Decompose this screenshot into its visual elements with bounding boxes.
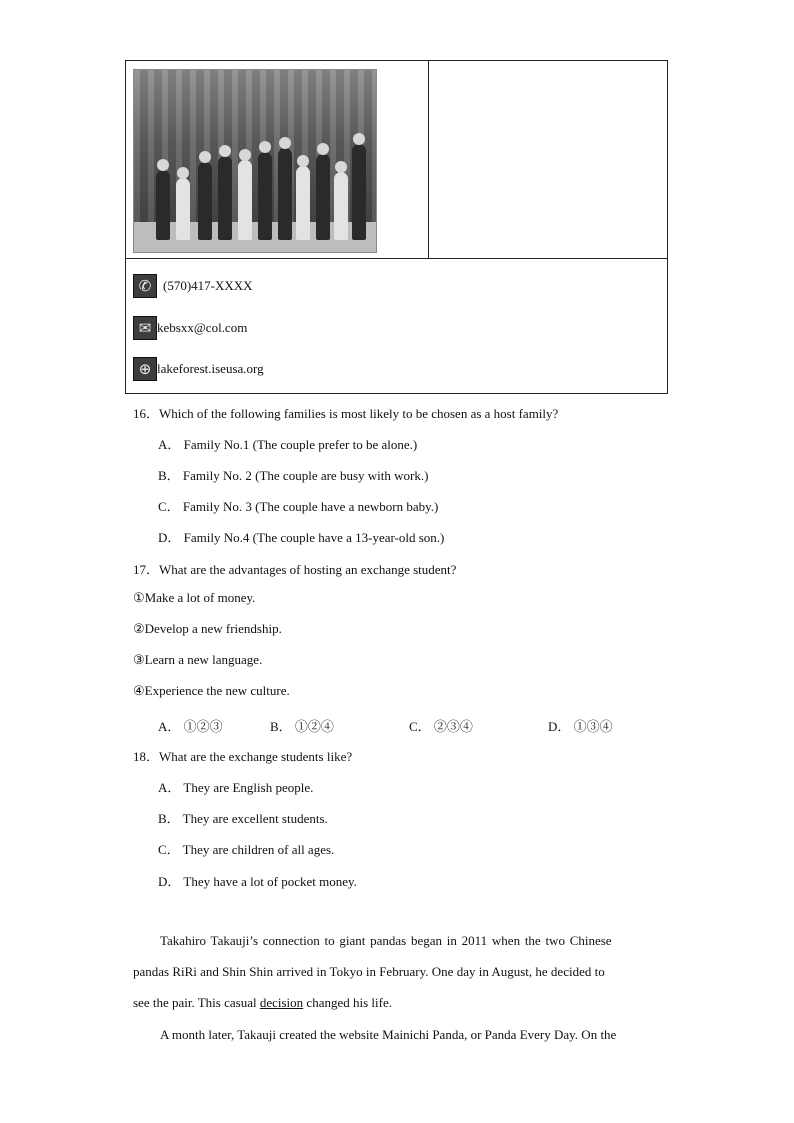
question-16-stem: 16．Which of the following families is most likely to be chosen as a host family?	[133, 406, 559, 421]
question-17-option-a: A． ①②③	[158, 719, 223, 734]
question-18-option-d: D． They have a lot of pocket money.	[158, 874, 357, 889]
passage-text: see the pair. This casual	[133, 995, 260, 1010]
question-16-option-d: D． Family No.4 (The couple have a 13-year-old son.)	[158, 530, 445, 545]
phone-icon: ✆	[133, 274, 157, 298]
contact-phone: (570)417-XXXX	[163, 278, 253, 293]
passage-paragraph-2-line-1: A month later, Takauji created the website Mainichi Panda, or Panda Every Day. On the	[160, 1027, 617, 1042]
photo-figure	[156, 170, 170, 240]
photo-figure	[218, 156, 232, 240]
question-18-option-a: A． They are English people.	[158, 780, 314, 795]
passage-paragraph-1-line-3	[133, 995, 392, 1011]
photo-figure	[198, 162, 212, 240]
photo-figure	[334, 172, 348, 240]
family-group-photo	[133, 69, 377, 253]
question-17-option-b: B． ①②④	[270, 719, 334, 734]
flyer-contact-section	[126, 259, 667, 395]
photo-figure	[316, 154, 330, 240]
email-icon: ✉	[133, 316, 157, 340]
question-17-statement-1: ①Make a lot of money.	[133, 590, 256, 605]
question-17-statement-3: ③Learn a new language.	[133, 652, 263, 667]
question-18-stem: 18．What are the exchange students like?	[133, 749, 353, 764]
photo-figure	[176, 178, 190, 240]
question-17-statement-4: ④Experience the new culture.	[133, 683, 290, 698]
passage-paragraph-1-line-2: pandas RiRi and Shin Shin arrived in Tokyo in February. One day in August, he decided to	[133, 964, 605, 979]
photo-figure	[352, 144, 366, 240]
contact-email-row	[133, 315, 247, 341]
photo-figure	[278, 148, 292, 240]
passage-text: changed his life.	[303, 995, 392, 1010]
question-18-option-b: B． They are excellent students.	[158, 811, 328, 826]
passage-paragraph-1-line-1: Takahiro Takauji’s connection to giant pandas began in 2011 when the two Chinese	[160, 933, 612, 948]
photo-figure	[258, 152, 272, 240]
question-16-option-a: A． Family No.1 (The couple prefer to be alone.)	[158, 437, 418, 452]
question-17-stem: 17．What are the advantages of hosting an exchange student?	[133, 562, 457, 577]
host-family-flyer	[125, 60, 668, 394]
question-17-statement-2: ②Develop a new friendship.	[133, 621, 282, 636]
photo-figure	[296, 166, 310, 240]
contact-website-row	[133, 356, 264, 382]
contact-phone-row	[133, 273, 253, 299]
question-17-option-d: D． ①③④	[548, 719, 613, 734]
flyer-top-row	[126, 61, 667, 259]
photo-figure	[238, 160, 252, 240]
question-16-option-b: B． Family No. 2 (The couple are busy with work.)	[158, 468, 429, 483]
contact-website: lakeforest.iseusa.org	[157, 361, 264, 376]
question-16-option-c: C． Family No. 3 (The couple have a newborn baby.)	[158, 499, 439, 514]
contact-email: kebsxx@col.com	[157, 320, 248, 335]
globe-icon: ⊕	[133, 357, 157, 381]
underlined-word-decision: decision	[259, 995, 304, 1010]
question-17-option-c: C． ②③④	[409, 719, 473, 734]
question-18-option-c: C． They are children of all ages.	[158, 842, 335, 857]
